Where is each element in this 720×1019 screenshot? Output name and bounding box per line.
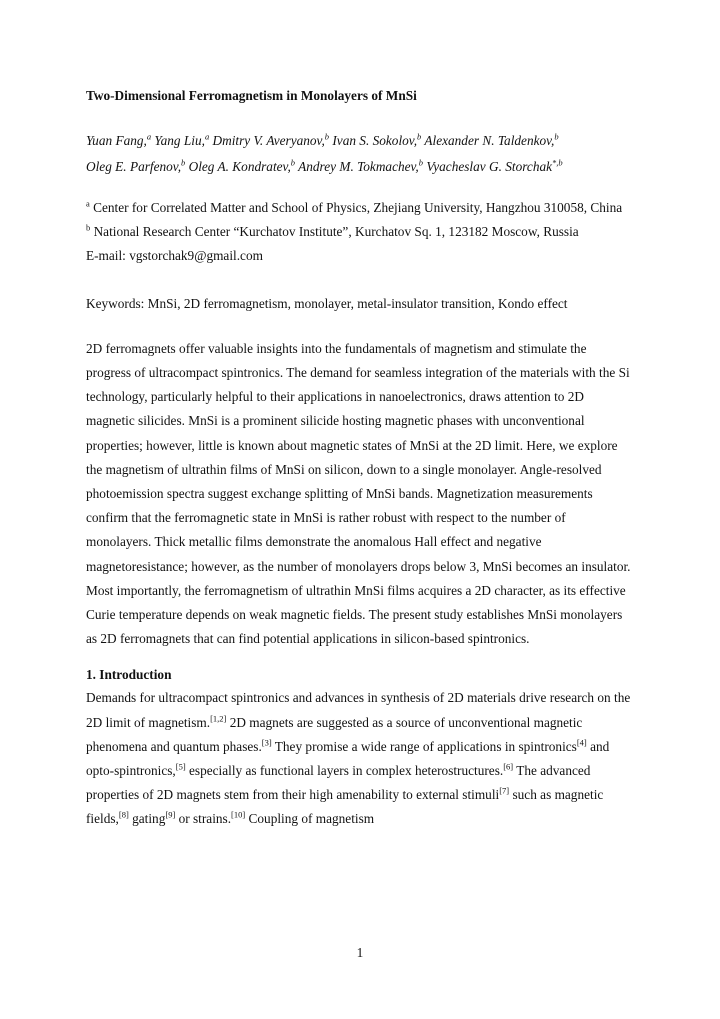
intro-text: Demands for ultracompact spintronics and advances in synthesis of 2D materials drive research on the 2D limit of magnetism.: [86, 690, 631, 730]
intro-text: and opto-spintronics,: [86, 738, 610, 779]
intro-text: gating: [128, 811, 166, 827]
author: Oleg E. Parfenov,: [86, 159, 182, 174]
citation: [3]: [261, 737, 272, 748]
author-affiliation-mark: b: [290, 157, 296, 168]
author: Yuan Fang,: [86, 133, 147, 148]
intro-text: The advanced properties of 2D magnets stem from their high amenability to external stimuli: [86, 763, 591, 803]
intro-text: such as magnetic fields,: [86, 787, 604, 827]
citation: [1,2]: [210, 713, 227, 724]
citation: [10]: [231, 810, 246, 821]
intro-text: or strains.: [175, 811, 232, 827]
author-affiliation-mark: a: [204, 131, 210, 142]
author: Andrey M. Tokmachev,: [298, 159, 419, 174]
author: Dmitry V. Averyanov,: [212, 133, 325, 148]
author-affiliation-mark: b: [554, 131, 559, 142]
author-affiliation-mark: b: [418, 157, 424, 168]
author-affiliation-mark: a: [146, 131, 152, 142]
author: Alexander N. Taldenkov,: [424, 133, 555, 148]
author-affiliation-mark: b: [324, 131, 330, 142]
affiliation-mark: b: [86, 222, 91, 233]
affiliation-a: [86, 196, 634, 220]
citation: [8]: [118, 810, 129, 821]
author: Ivan S. Sokolov,: [332, 133, 418, 148]
abstract: 2D ferromagnets offer valuable insights into the fundamentals of magnetism and stimulate the progress of ultracompact spintronics. The demand for seamless integration of the materials with the Si technology, particularly helpful to their applications in nanoelectronics, draws attention to 2D magnetic silicides. MnSi is a prominent silicide hosting magnetic phases with unconventional properties; however, little is known about magnetic states of MnSi at the 2D limit. Here, we explore the magnetism of ultrathin films of MnSi on silicon, down to a single monolayer. Angle-resolved photoemission spectra suggest exchange splitting of MnSi bands. Magnetization measurements confirm that the ferromagnetic state in MnSi is rather robust with respect to the number of monolayers. Thick metallic films demonstrate the anomalous Hall effect and negative magnetoresistance; however, as the number of monolayers drops below 3, MnSi becomes an insulator. Most importantly, the ferromagnetism of ultrathin MnSi films acquires a 2D character, as its effective Curie temperature depends on weak magnetic fields. The present study establishes MnSi monolayers as 2D ferromagnets that can find potential applications in silicon-based spintronics.: [86, 340, 631, 647]
citation: [7]: [499, 785, 510, 796]
author: Yang Liu,: [154, 133, 205, 148]
affiliation-text: National Research Center “Kurchatov Institute”, Kurchatov Sq. 1, 123182 Moscow, Russia: [93, 224, 579, 240]
author-affiliation-mark: b: [181, 157, 186, 168]
intro-text: Coupling of magnetism: [245, 811, 375, 827]
contact-email: E-mail: vgstorchak9@gmail.com: [86, 248, 263, 264]
citation: [9]: [165, 810, 176, 821]
page-number: 1: [356, 945, 364, 960]
paper-title: Two-Dimensional Ferromagnetism in Monolayers of MnSi: [86, 88, 417, 103]
author-affiliation-mark: *,b: [552, 157, 563, 168]
section-heading: 1. Introduction: [86, 667, 172, 683]
affiliation-b: [86, 220, 634, 244]
intro-text: 2D magnets are suggested as a source of unconventional magnetic phenomena and quantum phases.: [86, 714, 583, 754]
intro-paragraph: [86, 686, 634, 831]
author-affiliation-mark: b: [417, 131, 422, 142]
citation: [4]: [576, 737, 587, 748]
author-list: [86, 128, 634, 180]
intro-text: They promise a wide range of applications in spintronics: [271, 738, 577, 754]
affiliation-mark: a: [86, 198, 90, 209]
intro-text: especially as functional layers in complex heterostructures.: [185, 763, 504, 779]
author: Vyacheslav G. Storchak: [426, 159, 553, 174]
author: Oleg A. Kondratev,: [188, 159, 291, 174]
affiliation-text: Center for Correlated Matter and School of Physics, Zhejiang University, Hangzhou 310058, China: [93, 200, 623, 215]
citation: [6]: [503, 761, 514, 772]
keywords: Keywords: MnSi, 2D ferromagnetism, monolayer, metal-insulator transition, Kondo effect: [86, 295, 568, 311]
citation: [5]: [175, 761, 186, 772]
